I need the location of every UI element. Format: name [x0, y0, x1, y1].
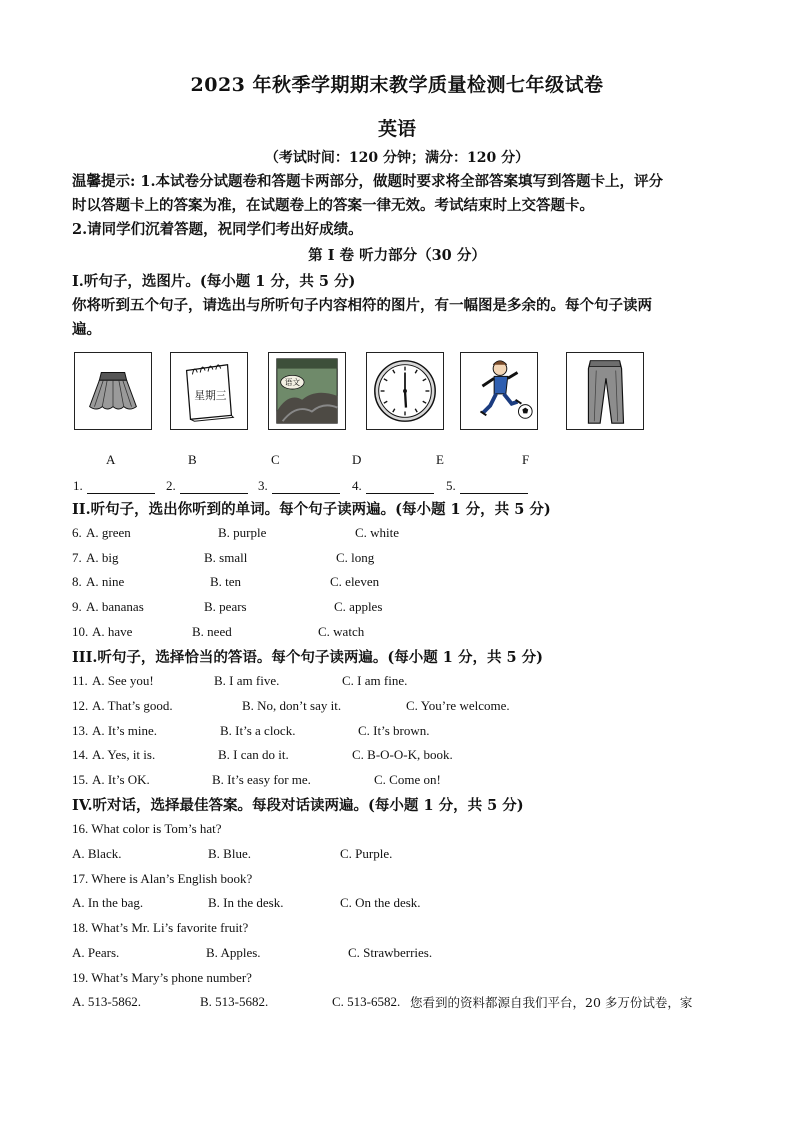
question-number: 6. [72, 525, 82, 540]
question-number: 7. [72, 550, 82, 565]
option-a[interactable]: A. See you! [92, 673, 154, 688]
section-1-desc-2: 遍。 [72, 321, 101, 338]
option-b[interactable]: B. In the desk. [208, 895, 284, 910]
question-number: 15. [72, 772, 89, 787]
option-a[interactable]: A. In the bag. [72, 895, 144, 910]
picture-label-e: E [436, 452, 444, 467]
option-b[interactable]: B. ten [210, 574, 242, 589]
option-c[interactable]: C. I am fine. [342, 673, 408, 688]
option-a[interactable]: A. It’s OK. [92, 772, 150, 787]
subject-title: 英语 [377, 118, 416, 140]
answer-blank-3[interactable] [258, 478, 340, 494]
football-player-icon [461, 353, 537, 429]
option-b[interactable]: B. small [204, 550, 248, 565]
answer-number: 4. [352, 478, 362, 493]
answer-number: 5. [446, 478, 456, 493]
option-c[interactable]: C. long [336, 550, 375, 565]
answer-number: 1. [73, 478, 83, 493]
watermark-text: 您看到的资料都源自我们平台，20 多万份试卷，家 [410, 995, 693, 1010]
question-number: 13. [72, 723, 89, 738]
option-c[interactable]: C. Purple. [340, 846, 393, 861]
picture-b [170, 352, 248, 430]
question-18-text: 18. What’s Mr. Li’s favorite fruit? [72, 920, 249, 935]
option-c[interactable]: C. watch [318, 624, 365, 639]
notice-line-3: 2.请同学们沉着答题，祝同学们考出好成绩。 [72, 221, 363, 238]
section-2-title: II.听句子，选出你听到的单词。每个句子读两遍。(每小题 1 分，共 5 分) [72, 501, 551, 518]
picture-c [268, 352, 346, 430]
option-a[interactable]: A. have [92, 624, 133, 639]
answer-number: 2. [166, 478, 176, 493]
option-c[interactable]: C. white [355, 525, 400, 540]
option-a[interactable]: A. bananas [86, 599, 144, 614]
option-b[interactable]: B. pears [204, 599, 247, 614]
picture-e [460, 352, 538, 430]
option-c[interactable]: C. It’s brown. [358, 723, 430, 738]
skirt-icon [75, 353, 151, 429]
section-1-desc-1: 你将听到五个句子，请选出与所听句子内容相符的图片，有一幅图是多余的。每个句子读两 [72, 297, 652, 314]
option-c[interactable]: C. 513-6582. [332, 994, 401, 1009]
exam-title: 2023 年秋季学期期末教学质量检测七年级试卷 [190, 74, 604, 96]
option-a[interactable]: A. That’s good. [92, 698, 173, 713]
option-a[interactable]: A. green [86, 525, 131, 540]
picture-label-b: B [188, 452, 197, 467]
section-4-title: IV.听对话，选择最佳答案。每段对话读两遍。(每小题 1 分，共 5 分) [72, 797, 524, 814]
option-b[interactable]: B. 513-5682. [200, 994, 269, 1009]
picture-label-c: C [271, 452, 280, 467]
picture-a [74, 352, 152, 430]
notice-line-2: 时以答题卡上的答案为准，在试题卷上的答案一律无效。考试结束时上交答题卡。 [72, 197, 594, 214]
question-16-text: 16. What color is Tom’s hat? [72, 821, 222, 836]
answer-blank-4[interactable] [352, 478, 434, 494]
option-c[interactable]: C. You’re welcome. [406, 698, 510, 713]
option-b[interactable]: B. I can do it. [218, 747, 289, 762]
option-a[interactable]: A. big [86, 550, 119, 565]
option-a[interactable]: A. 513-5862. [72, 994, 141, 1009]
option-b[interactable]: B. purple [218, 525, 267, 540]
notice-line-1: 温馨提示: 1.本试卷分试题卷和答题卡两部分，做题时要求将全部答案填写到答题卡上，评分 [72, 173, 664, 190]
option-a[interactable]: A. Yes, it is. [92, 747, 156, 762]
option-b[interactable]: B. Apples. [206, 945, 261, 960]
option-a[interactable]: A. nine [86, 574, 125, 589]
question-19-text: 19. What’s Mary’s phone number? [72, 970, 252, 985]
picture-f [566, 352, 644, 430]
option-b[interactable]: B. I am five. [214, 673, 280, 688]
exam-info: （考试时间：120 分钟；满分：120 分） [264, 150, 530, 166]
clock-icon [367, 353, 443, 429]
option-b[interactable]: B. Blue. [208, 846, 251, 861]
calendar-text: 星期三 [194, 388, 227, 402]
question-number: 10. [72, 624, 89, 639]
option-a[interactable]: A. Pears. [72, 945, 120, 960]
picture-label-f: F [522, 452, 530, 467]
answer-blank-1[interactable] [73, 478, 155, 494]
option-a[interactable]: A. It’s mine. [92, 723, 157, 738]
option-c[interactable]: C. apples [334, 599, 383, 614]
question-number: 11. [72, 673, 88, 688]
option-c[interactable]: C. Come on! [374, 772, 441, 787]
picture-label-d: D [352, 452, 362, 467]
question-number: 8. [72, 574, 82, 589]
option-b[interactable]: B. No, don’t say it. [242, 698, 342, 713]
part-one-header: 第 I 卷 听力部分（30 分） [308, 247, 486, 264]
question-17-text: 17. Where is Alan’s English book? [72, 871, 253, 886]
picture-label-a: A [106, 452, 116, 467]
section-3-title: III.听句子，选择恰当的答语。每个句子读两遍。(每小题 1 分，共 5 分) [72, 649, 543, 666]
option-b[interactable]: B. need [192, 624, 232, 639]
question-number: 14. [72, 747, 89, 762]
trousers-icon [567, 353, 643, 429]
option-c[interactable]: C. eleven [330, 574, 380, 589]
option-b[interactable]: B. It’s a clock. [220, 723, 296, 738]
option-c[interactable]: C. Strawberries. [348, 945, 433, 960]
answer-blank-2[interactable] [166, 478, 248, 494]
picture-d [366, 352, 444, 430]
question-number: 12. [72, 698, 89, 713]
answer-blank-5[interactable] [446, 478, 528, 494]
option-c[interactable]: C. On the desk. [340, 895, 421, 910]
option-b[interactable]: B. It’s easy for me. [212, 772, 311, 787]
option-c[interactable]: C. B-O-O-K, book. [352, 747, 453, 762]
answer-number: 3. [258, 478, 268, 493]
book-icon [269, 353, 345, 429]
calendar-icon [171, 353, 247, 429]
option-a[interactable]: A. Black. [72, 846, 122, 861]
section-1-title: I.听句子，选图片。(每小题 1 分，共 5 分) [72, 273, 356, 290]
book-title-text: 语文 [284, 378, 301, 388]
question-number: 9. [72, 599, 82, 614]
